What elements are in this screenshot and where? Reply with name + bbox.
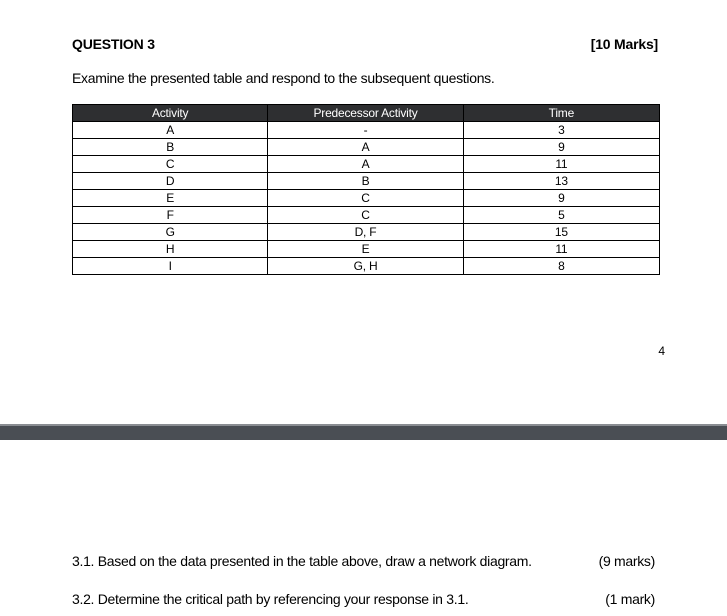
cell-activity: E	[73, 190, 268, 207]
subquestion-3-2-marks: (1 mark)	[605, 591, 655, 607]
cell-activity: B	[73, 139, 268, 156]
cell-predecessor: A	[268, 156, 463, 173]
table-row	[73, 224, 660, 241]
cell-activity: A	[73, 122, 268, 139]
cell-time: 9	[463, 139, 659, 156]
cell-activity: C	[73, 156, 268, 173]
cell-predecessor: B	[268, 173, 463, 190]
document-page-bottom	[0, 440, 727, 616]
cell-predecessor: C	[268, 190, 463, 207]
cell-time: 11	[463, 156, 659, 173]
cell-time: 8	[463, 258, 659, 275]
cell-time: 11	[463, 241, 659, 258]
table-row	[73, 207, 660, 224]
activity-table	[72, 104, 660, 275]
cell-predecessor: C	[268, 207, 463, 224]
cell-predecessor: G, H	[268, 258, 463, 275]
table-row	[73, 122, 660, 139]
question-marks: [10 Marks]	[590, 36, 658, 52]
cell-activity: F	[73, 207, 268, 224]
cell-activity: D	[73, 173, 268, 190]
table-header-row	[73, 105, 660, 122]
cell-time: 3	[463, 122, 659, 139]
subquestion-3-2-text: 3.2. Determine the critical path by referencing your response in 3.1.	[72, 591, 469, 607]
table-row	[73, 241, 660, 258]
subquestion-3-1-text: 3.1. Based on the data presented in the table above, draw a network diagram.	[72, 553, 532, 569]
cell-predecessor: -	[268, 122, 463, 139]
cell-time: 13	[463, 173, 659, 190]
cell-predecessor: A	[268, 139, 463, 156]
cell-activity: H	[73, 241, 268, 258]
page-separator	[0, 424, 727, 440]
cell-activity: G	[73, 224, 268, 241]
table-row	[73, 156, 660, 173]
table-row	[73, 190, 660, 207]
subquestion-3-1-marks: (9 marks)	[598, 553, 655, 569]
table-row	[73, 258, 660, 275]
page-number: 4	[658, 344, 665, 358]
header-activity: Activity	[73, 105, 268, 122]
cell-time: 9	[463, 190, 659, 207]
table-row	[73, 139, 660, 156]
question-intro: Examine the presented table and respond to the subsequent questions.	[72, 70, 495, 86]
cell-predecessor: D, F	[268, 224, 463, 241]
cell-predecessor: E	[268, 241, 463, 258]
question-title: QUESTION 3	[72, 36, 155, 52]
cell-time: 15	[463, 224, 659, 241]
cell-activity: I	[73, 258, 268, 275]
table-row	[73, 173, 660, 190]
cell-time: 5	[463, 207, 659, 224]
header-predecessor: Predecessor Activity	[268, 105, 463, 122]
header-time: Time	[463, 105, 659, 122]
